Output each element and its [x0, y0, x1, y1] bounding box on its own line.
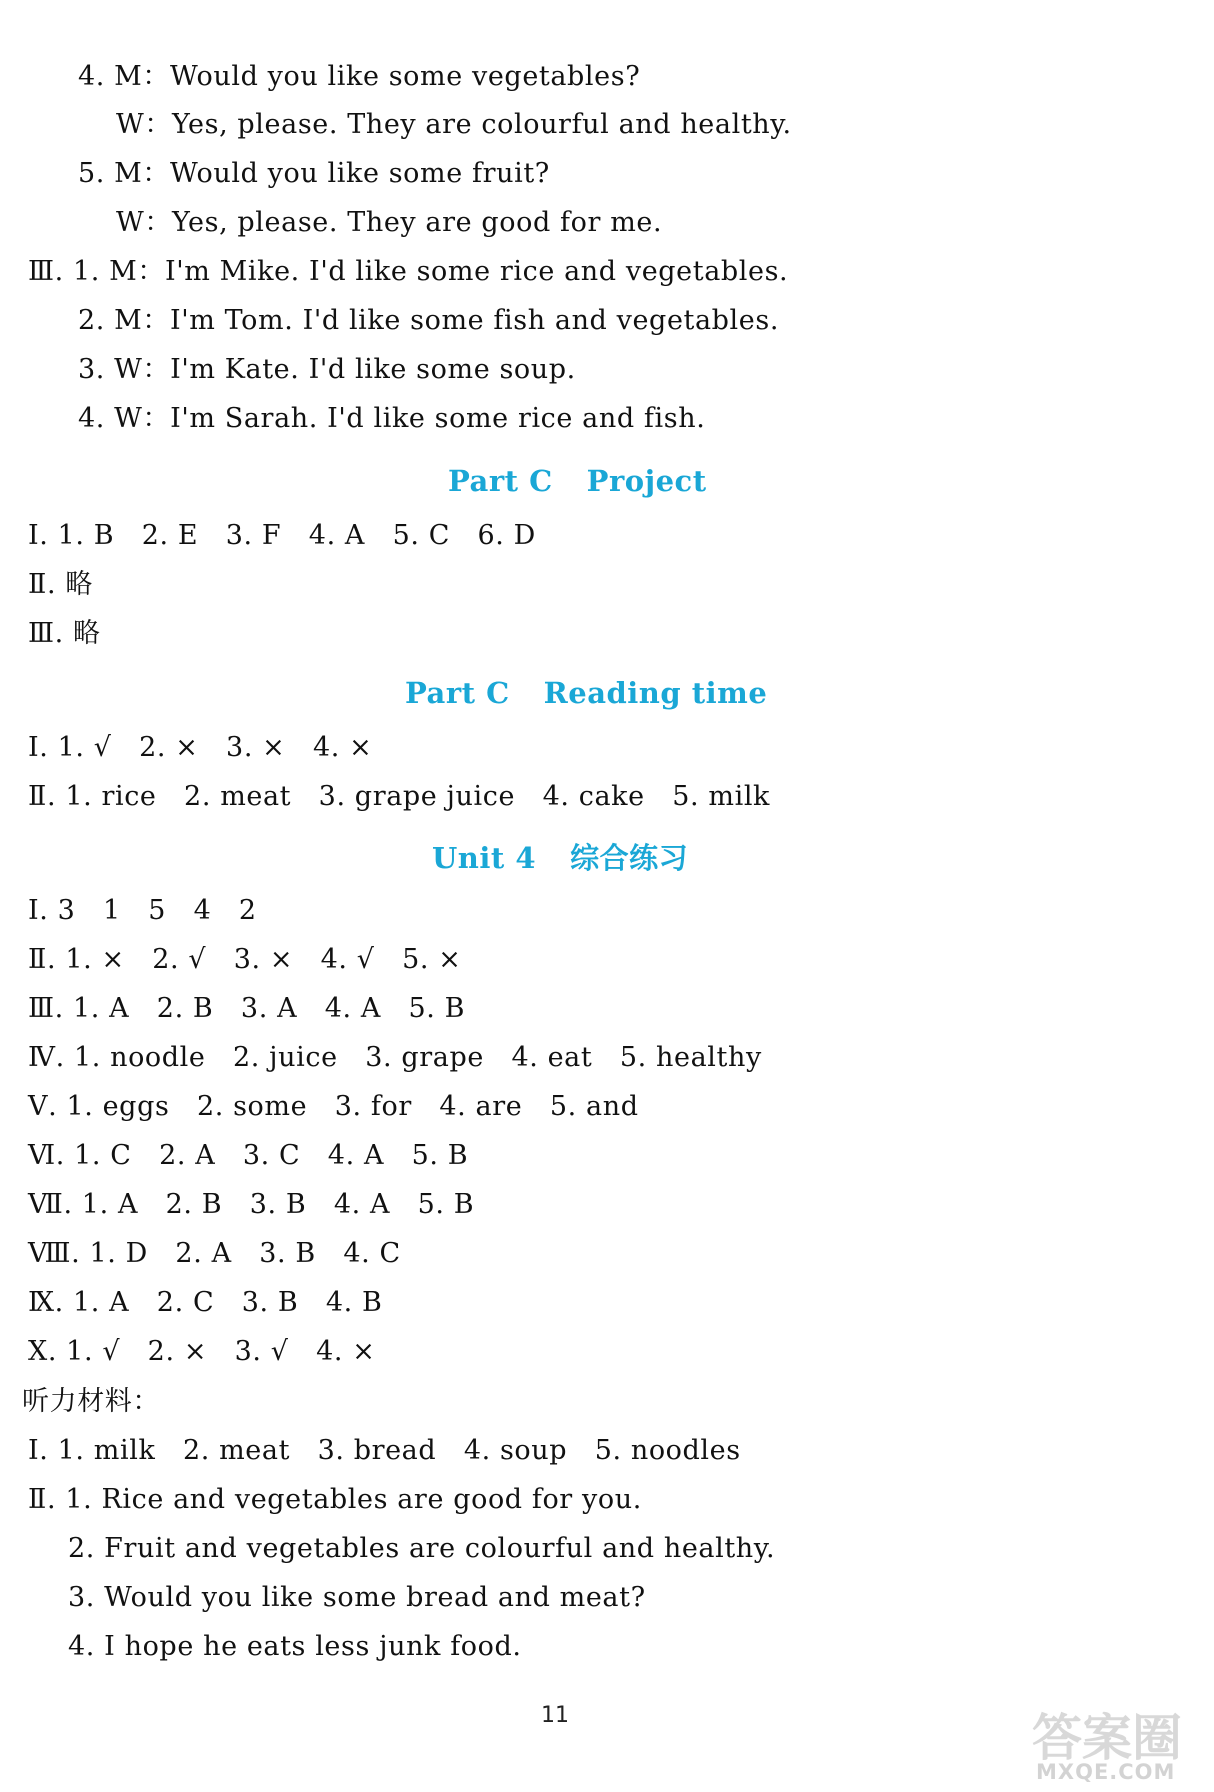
answer-line: Ⅱ. 1. rice 2. meat 3. grape juice 4. cake 5. milk: [28, 781, 771, 812]
heading-title: Reading time: [543, 676, 768, 710]
heading-part: Part C: [405, 676, 510, 710]
page-number: 11: [541, 1703, 569, 1728]
answer-line: Ⅴ. 1. eggs 2. some 3. for 4. are 5. and: [28, 1091, 639, 1122]
answer-line: Ⅶ. 1. A 2. B 3. B 4. A 5. B: [28, 1189, 475, 1220]
dialogue-line: 4. M：Would you like some vegetables?: [78, 61, 641, 92]
dialogue-line: W：Yes, please. They are good for me.: [116, 207, 663, 238]
section-heading-part-c-reading: [405, 675, 767, 711]
watermark-text: MXQE.COM: [1036, 1760, 1176, 1784]
watermark-logo: [1032, 1698, 1202, 1786]
answer-line: Ⅰ. 1. √ 2. × 3. × 4. ×: [28, 732, 373, 763]
answer-line: Ⅰ. 1. milk 2. meat 3. bread 4. soup 5. noodles: [28, 1435, 741, 1466]
heading-part: Unit 4: [432, 841, 537, 875]
answer-line: Ⅹ. 1. √ 2. × 3. √ 4. ×: [28, 1336, 376, 1367]
answer-line: Ⅱ. 略: [28, 569, 93, 600]
answer-line: Ⅱ. 1. × 2. √ 3. × 4. √ 5. ×: [28, 944, 462, 975]
answer-line: Ⅷ. 1. D 2. A 3. B 4. C: [28, 1238, 401, 1269]
answer-line: Ⅰ. 3 1 5 4 2: [28, 895, 257, 926]
answer-line: Ⅸ. 1. A 2. C 3. B 4. B: [28, 1287, 383, 1318]
dialogue-line: W：Yes, please. They are colourful and healthy.: [116, 109, 792, 140]
heading-title: 综合练习: [570, 841, 689, 875]
watermark-glyphs: 答案圈: [1032, 1709, 1182, 1767]
transcript-line: 2. Fruit and vegetables are colourful and healthy.: [68, 1533, 776, 1564]
answer-line: Ⅳ. 1. noodle 2. juice 3. grape 4. eat 5. healthy: [28, 1042, 762, 1073]
answer-line: Ⅲ. 1. A 2. B 3. A 4. A 5. B: [28, 993, 466, 1024]
answer-line: Ⅲ. 略: [28, 618, 101, 649]
answer-line: Ⅰ. 1. B 2. E 3. F 4. A 5. C 6. D: [28, 520, 536, 551]
section-heading-unit4: [432, 840, 688, 876]
transcript-line: 3. Would you like some bread and meat?: [68, 1582, 646, 1613]
section-heading-part-c-project: [448, 463, 707, 499]
dialogue-line: Ⅲ. 1. M：I'm Mike. I'd like some rice and vegetables.: [28, 256, 789, 287]
answer-line: Ⅵ. 1. C 2. A 3. C 4. A 5. B: [28, 1140, 469, 1171]
heading-part: Part C: [448, 464, 553, 498]
dialogue-line: 4. W：I'm Sarah. I'd like some rice and fish.: [78, 403, 706, 434]
dialogue-line: 3. W：I'm Kate. I'd like some soup.: [78, 354, 576, 385]
listening-material-label: 听力材料：: [22, 1386, 160, 1417]
heading-title: Project: [586, 464, 707, 498]
transcript-line: 4. I hope he eats less junk food.: [68, 1631, 522, 1662]
dialogue-line: 2. M：I'm Tom. I'd like some fish and vegetables.: [78, 305, 780, 336]
transcript-line: Ⅱ. 1. Rice and vegetables are good for you.: [28, 1484, 642, 1515]
dialogue-line: 5. M：Would you like some fruit?: [78, 158, 550, 189]
